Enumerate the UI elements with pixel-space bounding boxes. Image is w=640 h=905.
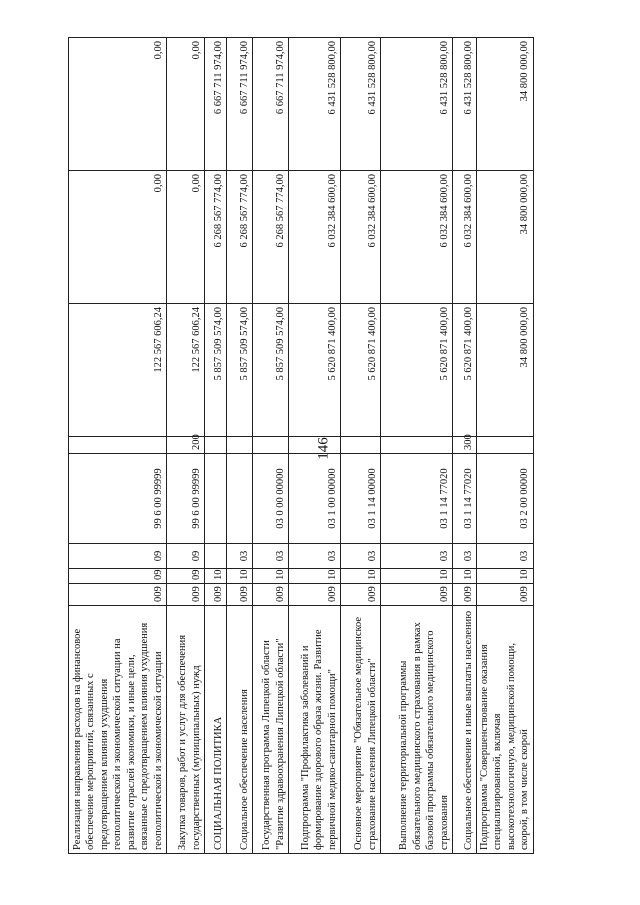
amount-year-3: 6 431 528 800,00 [453,38,477,171]
subsection-code: 03 [381,544,453,569]
table-row [381,38,453,854]
section-code: 10 [453,569,477,584]
rotated-table-container [68,38,531,854]
section-code: 10 [477,569,534,584]
grbs-code: 009 [205,584,227,606]
table-row [227,38,253,854]
amount-year-3: 6 431 528 800,00 [381,38,453,171]
amount-year-3: 6 431 528 800,00 [341,38,381,171]
amount-year-2: 6 032 384 600,00 [381,171,453,304]
amount-year-3: 0,00 [69,38,167,171]
section-code: 10 [253,569,289,584]
section-code: 09 [69,569,167,584]
amount-year-3: 6 667 711 974,00 [205,38,227,171]
expense-type-code [227,437,253,454]
subsection-code: 03 [453,544,477,569]
section-code: 10 [227,569,253,584]
expense-type-code [289,437,341,454]
grbs-code: 009 [253,584,289,606]
row-name: Социальное обеспечение населения [227,606,253,854]
row-name: Закупка товаров, работ и услуг для обеспечения государственных (муниципальных) нужд [167,606,205,854]
row-name: Выполнение территориальной программы обязательного медицинского страхования в рамках базовой программы обязательного медицинского страхования [381,606,453,854]
subsection-code: 09 [69,544,167,569]
amount-year-1: 5 857 509 574,00 [253,304,289,437]
amount-year-1: 5 620 871 400,00 [341,304,381,437]
budget-table [68,37,534,854]
subsection-code: 03 [477,544,534,569]
amount-year-1: 5 620 871 400,00 [289,304,341,437]
amount-year-3: 34 800 000,00 [477,38,534,171]
row-name: Государственная программа Липецкой области "Развитие здравоохранения Липецкой области" [253,606,289,854]
expense-type-code: 300 [453,437,477,454]
section-code: 10 [341,569,381,584]
table-row [289,38,341,854]
table-row [69,38,167,854]
amount-year-3: 6 667 711 974,00 [253,38,289,171]
amount-year-2: 6 268 567 774,00 [205,171,227,304]
target-article-code [227,454,253,544]
grbs-code: 009 [341,584,381,606]
table-row [477,38,534,854]
section-code: 09 [167,569,205,584]
grbs-code: 009 [453,584,477,606]
amount-year-2: 6 268 567 774,00 [227,171,253,304]
target-article-code: 03 0 00 00000 [253,454,289,544]
row-name: Подпрограмма "Совершенствование оказания специализированной, включая высокотехнологичную, медицинской помощи, скорой, в том числе скорой [477,606,534,854]
grbs-code: 009 [289,584,341,606]
target-article-code: 03 2 00 00000 [477,454,534,544]
table-row [205,38,227,854]
amount-year-2: 34 800 000,00 [477,171,534,304]
section-code: 10 [381,569,453,584]
grbs-code: 009 [227,584,253,606]
expense-type-code [477,437,534,454]
amount-year-1: 122 567 606,24 [69,304,167,437]
target-article-code: 03 1 14 77020 [453,454,477,544]
amount-year-2: 6 032 384 600,00 [341,171,381,304]
target-article-code: 99 6 00 99999 [69,454,167,544]
amount-year-1: 5 857 509 574,00 [205,304,227,437]
grbs-code: 009 [477,584,534,606]
amount-year-2: 6 032 384 600,00 [289,171,341,304]
amount-year-2: 0,00 [69,171,167,304]
rotated-table-frame [68,38,531,854]
amount-year-1: 5 857 509 574,00 [227,304,253,437]
amount-year-3: 0,00 [167,38,205,171]
amount-year-2: 0,00 [167,171,205,304]
table-row [253,38,289,854]
target-article-code: 99 6 00 99999 [167,454,205,544]
amount-year-2: 6 268 567 774,00 [253,171,289,304]
amount-year-1: 5 620 871 400,00 [453,304,477,437]
expense-type-code [253,437,289,454]
row-name: СОЦИАЛЬНАЯ ПОЛИТИКА [205,606,227,854]
grbs-code: 009 [167,584,205,606]
subsection-code: 03 [341,544,381,569]
expense-type-code: 200 [167,437,205,454]
subsection-code: 03 [227,544,253,569]
amount-year-1: 34 800 000,00 [477,304,534,437]
amount-year-2: 6 032 384 600,00 [453,171,477,304]
table-row [167,38,205,854]
amount-year-1: 122 567 606,24 [167,304,205,437]
expense-type-code [205,437,227,454]
table-row [453,38,477,854]
subsection-code: 03 [253,544,289,569]
amount-year-3: 6 667 711 974,00 [227,38,253,171]
subsection-code: 09 [167,544,205,569]
subsection-code: 03 [289,544,341,569]
target-article-code: 03 1 14 00000 [341,454,381,544]
expense-type-code [341,437,381,454]
grbs-code: 009 [69,584,167,606]
row-name: Социальное обеспечение и иные выплаты населению [453,606,477,854]
target-article-code [205,454,227,544]
row-name: Подпрограмма "Профилактика заболеваний и формирование здорового образа жизни. Развитие первичной медико-санитарной помощи" [289,606,341,854]
page-number: 146 [315,437,332,460]
table-row [341,38,381,854]
section-code: 10 [289,569,341,584]
amount-year-3: 6 431 528 800,00 [289,38,341,171]
amount-year-1: 5 620 871 400,00 [381,304,453,437]
row-name: Основное мероприятие "Обязательное медицинское страхование населения Липецкой области" [341,606,381,854]
section-code: 10 [205,569,227,584]
subsection-code [205,544,227,569]
target-article-code: 03 1 00 00000 [289,454,341,544]
expense-type-code [381,437,453,454]
grbs-code: 009 [381,584,453,606]
row-name: Реализация направления расходов на финансовое обеспечение мероприятий, связанных с предотвращением влияния ухудшения геополитической и экономической ситуации на развитие отраслей экономики, и иные цели, связанные с предотвращением влияния ухудшения геополитической и экономической ситуации [69,606,167,854]
expense-type-code [69,437,167,454]
target-article-code: 03 1 14 77020 [381,454,453,544]
